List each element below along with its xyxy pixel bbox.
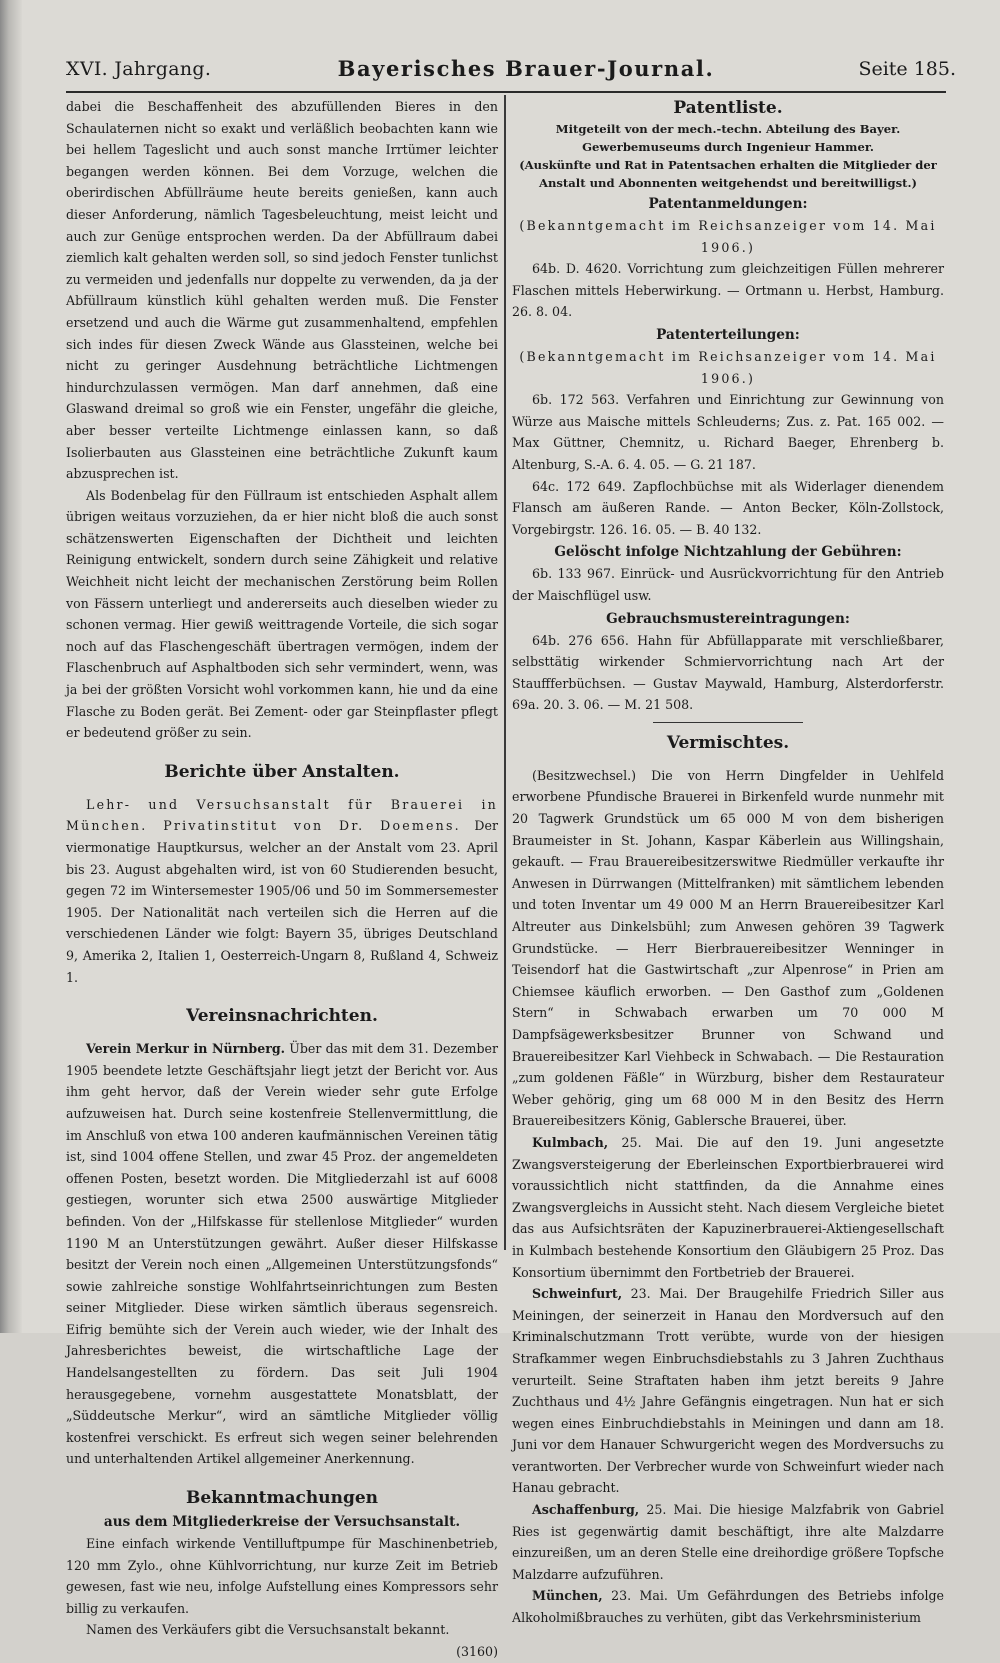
- announcement-date: (Bekanntgemacht im Reichsanzeiger vom 14. Mai 1906.): [519, 348, 937, 386]
- column-divider: [504, 95, 506, 1250]
- paragraph: dabei die Beschaffenheit des abzufüllenden Bieres in den Schaulaternen nicht so exakt und verläßlich beobachten kann wie bei hellem Tageslicht und auch sonst manche Irrtümer leichter begangen werden können. Bei dem Vorzuge, welchen die oberirdischen Abfüllräume heute bereits genießen, kann auch dieser Anforderung, nämlich Tagesbeleuchtung, meist leicht und auch zur Genüge entsprochen werden. Da der Abfüllraum dabei ziemlich kalt gehalten werden soll, so sind jedoch Fenster tunlichst zu vermeiden und jedenfalls nur doppelte zu verwenden, da ja der Abfüllraum künstlich kühl gehalten werden muß. Die Fenster ersetzend und auch die Wärme gut zusammenhaltend, empfehlen sich indes für diesen Zweck Wände aus Glassteinen, welche bei nicht zu geringer Ausdehnung beträchtliche Lichtmengen hindurchzulassen vermögen. Man darf annehmen, daß eine Glaswand dreimal so groß wie ein Fenster, ungefähr die gleiche, aber besser verteilte Lichtmenge einlassen kann, so daß Isolierbauten aus Glassteinen eine beträchtliche Zukunft kaum abzusprechen ist.: [66, 99, 498, 482]
- news-item: Kulmbach, 25. Mai. Die auf den 19. Juni angesetzte Zwangsversteigerung der Eberleinschen Exportbierbrauerei wird voraussichtlich nicht stattfinden, da die Annahme eines Zwangsvergleichs in Aussicht steht. Nach diesem Vergleiche bietet das aus Aufsichtsräten der Kapuzinerbrauerei-Aktiengesellschaft in Kulmbach bestehende Konsortium den Gläubigern 25 Proz. Das Konsortium übernimmt den Fortbetrieb der Brauerei.: [512, 1134, 944, 1280]
- paragraph: Lehr- und Versuchsanstalt für Brauerei in München. Privatinstitut von Dr. Doemens. Der viermonatige Hauptkursus, welcher an der Anstalt vom 23. April bis 23. August abgehalten wird, ist von 60 Studierenden besucht, gegen 72 im Wintersemester 1905/06 und 50 im Sommersemester 1905. Der Nationalität nach verteilen sich die Herren auf die verschiedenen Länder wie folgt: Bayern 35, übriges Deutschland 9, Amerika 2, Italien 1, Oesterreich-Ungarn 8, Rußland 4, Schweiz 1.: [66, 796, 498, 985]
- paragraph: Eine einfach wirkende Ventilluftpumpe für Maschinenbetrieb, 120 mm Zylo., ohne Kühlvorrichtung, nur kurze Zeit im Betrieb gewesen, fast wie neu, infolge Aufstellung eines Kompressors sehr billig zu verkaufen.: [66, 1536, 498, 1616]
- patent-entry: 64b. D. 4620. Vorrichtung zum gleichzeitigen Füllen mehrerer Flaschen mittels Heberwirkung. — Ortmann u. Herbst, Hamburg. 26. 8. 04.: [512, 261, 944, 320]
- verein-name: Verein Merkur in Nürnberg.: [86, 1041, 286, 1057]
- section-heading-berichte: Berichte über Anstalten.: [164, 761, 400, 782]
- section-heading-patent: Patentliste.: [673, 98, 783, 118]
- section-subheading-bekannt: aus dem Mitgliederkreise der Versuchsanstalt.: [103, 1514, 461, 1531]
- journal-title: Bayerisches Brauer-Journal.: [337, 56, 715, 81]
- patent-credit: Mitgeteilt von der mech.-techn. Abteilung des Bayer. Gewerbemuseums durch Ingenieur Hammer.: [555, 122, 901, 154]
- paragraph: Verein Merkur in Nürnberg. Über das mit dem 31. Dezember 1905 beendete letzte Geschäftsjahr liegt jetzt der Bericht vor. Aus ihm geht hervor, daß der Verein wieder sehr gute Erfolge aufzuweisen hat. Durch seine kostenfreie Stellenvermittlung, die im Anschluß von etwa 100 anderen kaufmännischen Vereinen tätig ist, sind 1004 offene Stellen, und zwar 45 Proz. der angemeldeten offenen Posten, besetzt worden. Die Mitgliederzahl ist auf 6008 gestiegen, worunter sich etwa 2500 auswärtige Mitglieder befinden. Von der „Hilfskasse für stellenlose Mitglieder“ wurden 1190 M an Unterstützungen gewährt. Außer dieser Hilfskasse besitzt der Verein noch einen „Allgemeinen Unterstützungsfonds“ sowie zahlreiche sonstige Wohlfahrtseinrichtungen zum Besten seiner Mitglieder. Diese wirken sämtlich überaus segensreich. Eifrig bemühte sich der Verein auch wieder, wie der Inhalt des Jahresberichtes beweist, die wirtschaftliche Lage der Handelsangestellten zu fördern. Das seit Juli 1904 herausgegebene, vornehm ausgestattete Monatsblatt, der „Süddeutsche Merkur“, wird an sämtliche Mitglieder völlig kostenfrei verschickt. Es erfreut sich wegen seiner belehrenden und unterhaltenden Artikel allgemeiner Anerkennung.: [66, 1041, 498, 1467]
- news-item: München, 23. Mai. Um Gefährdungen des Betriebs infolge Alkoholmißbrauches zu verhüten, gibt das Verkehrsministerium: [512, 1588, 944, 1626]
- news-item: Schweinfurt, 23. Mai. Der Braugehilfe Friedrich Siller aus Meiningen, der seinerzeit in Hanau den Mordversuch auf den Kriminalschutzmann Trott verübte, wurde von der hiesigen Strafkammer wegen Einbruchsdiebstahls zu 3 Jahren Zuchthaus verurteilt. Seine Straftaten haben ihm jetzt bereits 9 Jahre Zuchthaus und 4½ Jahre Gefängnis eingetragen. Nun hat er sich wegen eines Einbruchdiebstahls in Meiningen und dann am 18. Juni vor dem Hanauer Schwurgericht wegen des Mordversuchs zu verantworten. Der Verbrecher wurde von Schweinfurt wieder nach Hanau gebracht.: [512, 1286, 944, 1496]
- header-rule: [66, 91, 946, 93]
- left-column: [66, 96, 498, 1663]
- patent-entry: 64b. 276 656. Hahn für Abfüllapparate mit verschließbarer, selbsttätig wirkender Schmiervorrichtung nach Art der Stauffferbüchsen. — Gustav Maywald, Hamburg, Alsterdorferstr. 69a. 20. 3. 06. — M. 21 508.: [512, 632, 944, 713]
- page-header: [66, 58, 956, 88]
- subheading-anmeldungen: Patentanmeldungen:: [648, 196, 808, 212]
- institute-name: Lehr- und Versuchsanstalt für Brauerei in München. Privatinstitut von Dr. Doemens.: [66, 796, 498, 834]
- section-separator: [653, 722, 803, 723]
- patent-entry: 64c. 172 649. Zapflochbüchse mit als Widerlager dienendem Flansch am äußeren Rande. — Anton Becker, Köln-Zollstock, Vorgebirgstr. 126. 16. 05. — B. 40 132.: [512, 478, 944, 537]
- patent-entry: 6b. 133 967. Einrück- und Ausrückvorrichtung für den Antrieb der Maischflügel usw.: [512, 566, 944, 603]
- section-heading-verein: Vereinsnachrichten.: [186, 1006, 378, 1027]
- subheading-gebrauchsmuster: Gebrauchsmustereintragungen:: [606, 610, 850, 627]
- ad-number: (3160): [456, 1644, 498, 1659]
- page-number: Seite 185.: [858, 58, 956, 80]
- patent-entry: 6b. 172 563. Verfahren und Einrichtung zur Gewinnung von Würze aus Maische mittels Schleuderns; Zus. z. Pat. 165 002. — Max Güttner, Chemnitz, u. Richard Baeger, Ehrenberg b. Altenburg, S.-A. 6. 4. 05. — G. 21 187.: [512, 392, 944, 472]
- section-heading-bekannt: Bekanntmachungen: [185, 1488, 379, 1509]
- right-column: [512, 96, 944, 1629]
- volume-label: XVI. Jahrgang.: [66, 58, 212, 80]
- patent-note: (Auskünfte und Rat in Patentsachen erhalten die Mitglieder der Anstalt und Abonnenten weitgehendst und bereitwilligst.): [519, 158, 937, 190]
- page-fold-shadow: [0, 0, 22, 1333]
- paragraph: Als Bodenbelag für den Füllraum ist entschieden Asphalt allem übrigen weitaus vorzuziehen, da er hier nicht bloß die auch sonst schätzenswerten Eigenschaften der Dichtheit und leichten Reinigung entwickelt, sondern durch seine Zähigkeit und relative Weichheit nicht leicht der mechanischen Zerstörung beim Rollen von Fässern unterliegt und andererseits auch dieselben wieder zu schonen vermag. Hier gewiß weittragende Vorteile, die sich sogar noch auf das Flaschengeschäft übertragen vermögen, indem der Flaschenbruch auf Asphaltboden sich sehr vermindert, wenn, was ja bei der größten Vorsicht wohl vorkommen kann, hie und da eine Flasche zu Boden gerät. Bei Zement- oder gar Steinpflaster pflegt er bedeutend größer zu sein.: [66, 487, 498, 741]
- subheading-erteilungen: Patenterteilungen:: [656, 326, 800, 343]
- paragraph: Namen des Verkäufers gibt die Versuchsanstalt bekannt. (3160): [66, 1619, 498, 1641]
- news-item: Aschaffenburg, 25. Mai. Die hiesige Malzfabrik von Gabriel Ries ist gegenwärtig damit beschäftigt, ihre alte Malzdarre einzureißen, um an deren Stelle eine dreihordige größere Topfsche Malzdarre aufzuführen.: [512, 1502, 944, 1582]
- announcement-date: (Bekanntgemacht im Reichsanzeiger vom 14. Mai 1906.): [519, 218, 937, 255]
- subheading-geloescht: Gelöscht infolge Nichtzahlung der Gebühren:: [554, 544, 902, 561]
- section-heading-vermischtes: Vermischtes.: [666, 732, 790, 753]
- news-item: (Besitzwechsel.) Die von Herrn Dingfelder in Uehlfeld erworbene Pfundische Brauerei in Birkenfeld wurde nunmehr mit 20 Tagwerk Grundstück um 65 000 M von dem bisherigen Braumeister in St. Johann, Kaspar Käberlein aus Willingshain, gekauft. — Frau Brauereibesitzerswitwe Riedmüller verkaufte ihr Anwesen in Dürrwangen (Mittelfranken) mit sämtlichem lebenden und toten Inventar um 49 000 M an Herrn Brauereibesitzer Karl Altreuter aus Dinkelsbühl; zum Anwesen gehören 39 Tagwerk Grundstücke. — Herr Bierbrauereibesitzer Wenninger in Teisendorf hat die Gastwirtschaft „zur Alpenrose“ in Prien am Chiemsee käuflich erworben. — Den Gasthof zum „Goldenen Stern“ in Schwabach erwarben um 70 000 M Dampfsägewerksbesitzer Brunner von Schwand und Brauereibesitzer Karl Viehbeck in Schwabach. — Die Restauration „zum goldenen Fäßle“ in Würzburg, bisher dem Restaurateur Weber gehörig, ging um 68 000 M in den Besitz des Herrn Brauereibesitzers König, Gablersche Brauerei, über.: [512, 767, 944, 1129]
